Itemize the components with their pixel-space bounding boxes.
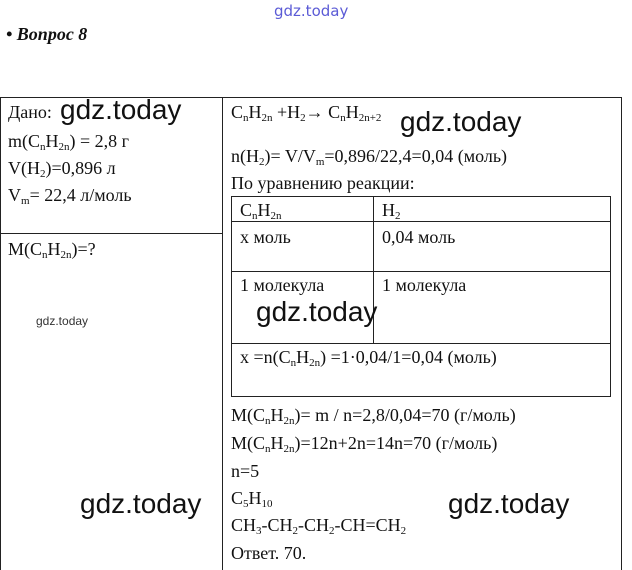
watermark-3: gdz.today (256, 296, 378, 327)
given-heading: Дано: (8, 102, 52, 122)
proportion-header-divider (231, 221, 611, 222)
proportion-calc-divider (231, 343, 611, 344)
given-divider (0, 233, 222, 234)
watermark-small: gdz.today (36, 314, 89, 328)
molecular-formula: $C_5H_{10}$ (231, 488, 273, 510)
proportion-row-divider (231, 271, 611, 272)
proportion-calc: $x =n(C_nH_{2n}) =1\cdot 0,04/1=0,04$ (моль) (240, 347, 497, 369)
watermark-5: gdz.today (448, 488, 570, 519)
given-molar-volume: $V_m= 22,4$ л/моль (8, 185, 132, 207)
watermark-2: gdz.today (400, 106, 522, 137)
proportion-cell-x: x моль (240, 227, 291, 247)
structural-formula: $CH_3-CH_2-CH_2-CH=CH_2$ (231, 515, 407, 537)
column-divider (222, 97, 223, 570)
answer: Ответ. 70. (231, 543, 307, 563)
proportion-header-hydrogen: $H_2$ (382, 200, 401, 222)
molar-mass-2: $M(C_nH_{2n})=12n+2n=14n=70$ (г/моль) (231, 433, 498, 455)
by-equation-label: По уравнению реакции: (231, 173, 415, 193)
watermark-top: gdz.today (274, 2, 349, 20)
proportion-header-alkene: $C_nH_{2n}$ (240, 200, 282, 222)
question-title: • Вопрос 8 (6, 24, 88, 44)
molar-mass-1: $M(C_nH_{2n})= m / n=2,8/0,04=70$ (г/моль) (231, 405, 516, 427)
hydrogen-moles: $n(H_2)= V/V_m=0,896/22,4=0,04$ (моль) (231, 146, 508, 168)
watermark-1: gdz.today (60, 94, 182, 125)
given-mass: $m(C_nH_{2n}) = 2,8$ г (8, 131, 130, 153)
proportion-cell-hydrogen-moles: 0,04 моль (382, 227, 456, 247)
proportion-cell-molecule-2: 1 молекула (382, 275, 467, 295)
watermark-4: gdz.today (80, 488, 202, 519)
proportion-cell-molecule-1: 1 молекула (240, 275, 325, 295)
find-value: $M(C_nH_{2n})=$? (8, 239, 96, 261)
given-volume: $V(H_2)=0,896$ л (8, 158, 116, 180)
reaction-equation: $C_nH_{2n} +H_2\to C_nH_{2n+2}$ (231, 102, 382, 124)
n-value: n=5 (231, 461, 260, 481)
